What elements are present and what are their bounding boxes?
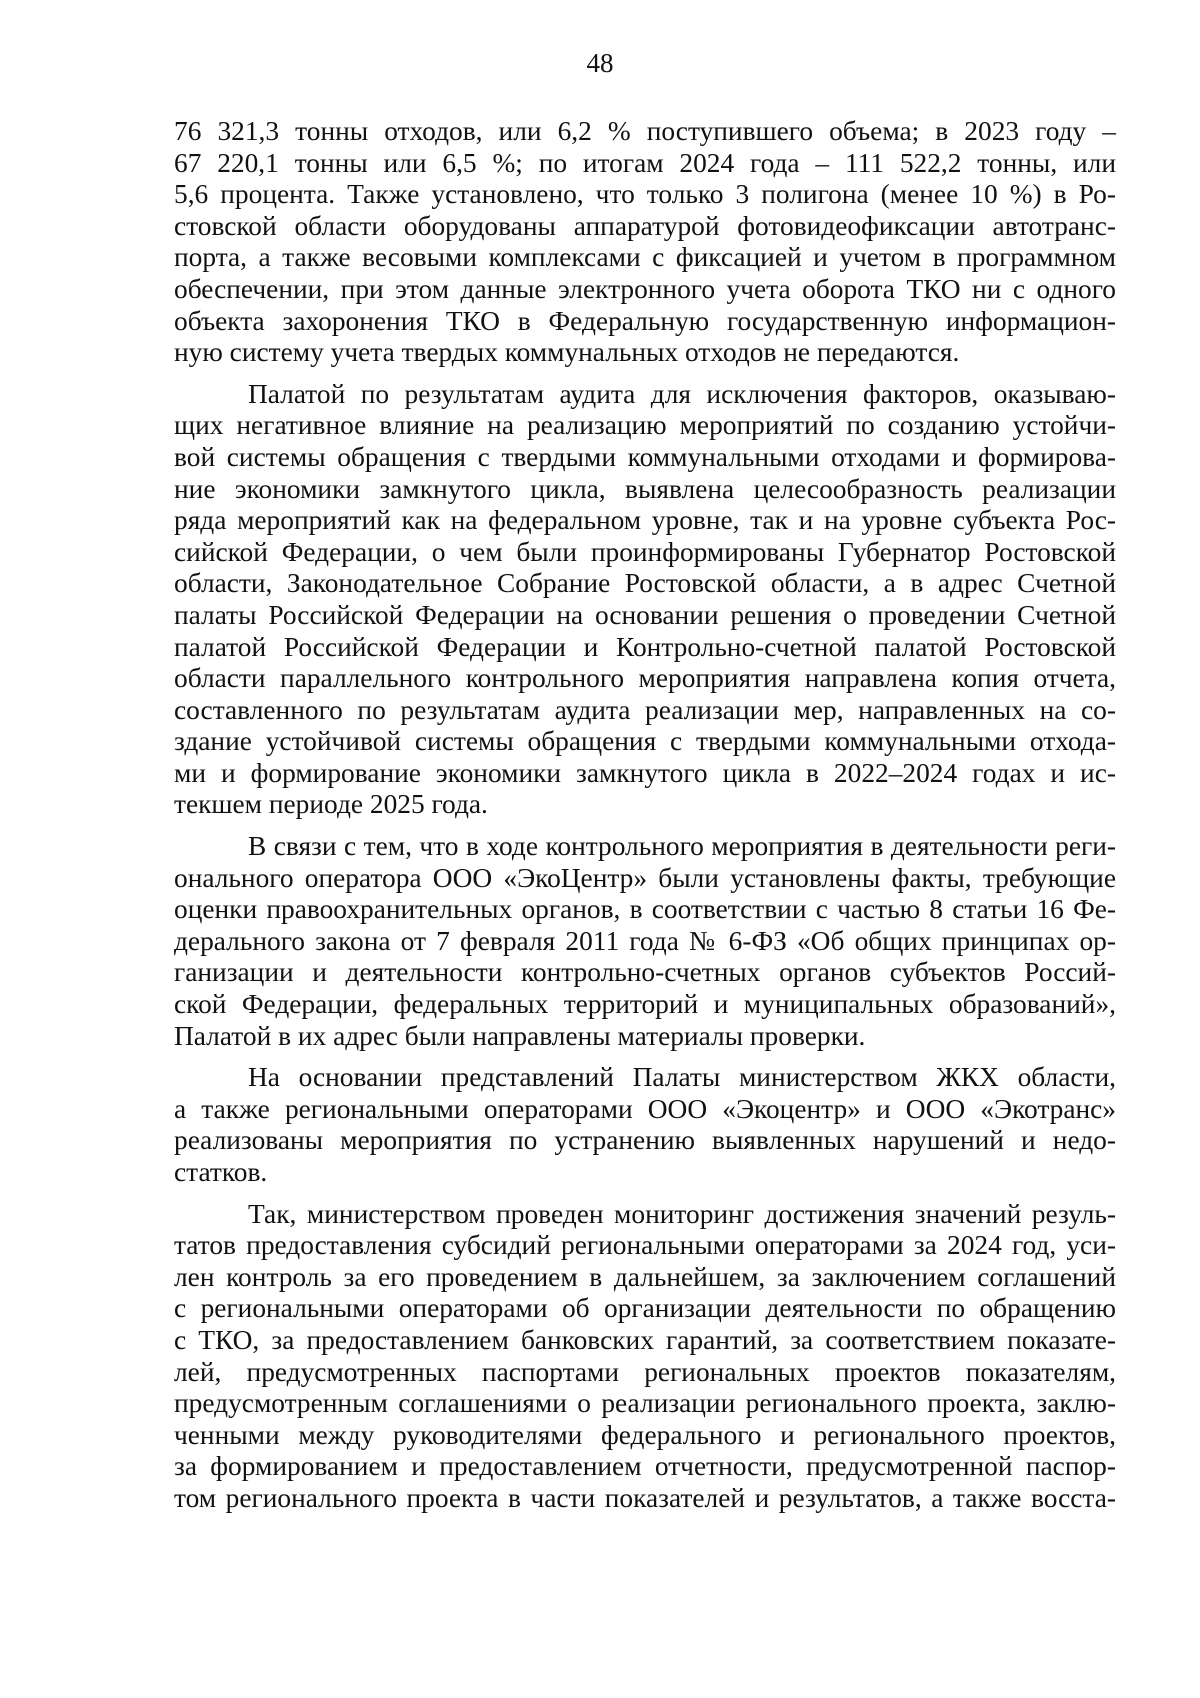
text-line: том регионального проекта в части показателей и результатов, а также восста- bbox=[174, 1482, 1116, 1513]
text-line: Палатой по результатам аудита для исключения факторов, оказываю- bbox=[248, 378, 1116, 409]
text-line: с региональными операторами об организации деятельности по обращению bbox=[174, 1293, 1116, 1324]
paragraph bbox=[174, 116, 1116, 369]
text-line: предусмотренным соглашениями о реализации регионального проекта, заклю- bbox=[174, 1388, 1116, 1419]
document-body bbox=[174, 116, 1116, 1525]
page-number: 48 bbox=[586, 48, 614, 78]
text-line: обеспечении, при этом данные электронного учета оборота ТКО ни с одного bbox=[174, 273, 1116, 304]
text-line: ми и формирование экономики замкнутого цикла в 2022–2024 годах и ис- bbox=[174, 757, 1116, 788]
text-line: палатой Российской Федерации и Контрольно-счетной палатой Ростовской bbox=[174, 631, 1116, 662]
text-line: В связи с тем, что в ходе контрольного мероприятия в деятельности реги- bbox=[248, 831, 1116, 862]
text-line: с ТКО, за предоставлением банковских гарантий, за соответствием показате- bbox=[174, 1324, 1116, 1355]
text-line: текшем периоде 2025 года. bbox=[174, 789, 488, 820]
paragraph bbox=[174, 1199, 1116, 1515]
text-line: порта, а также весовыми комплексами с фиксацией и учетом в программном bbox=[174, 242, 1116, 273]
text-line: 67 220,1 тонны или 6,5 %; по итогам 2024 года – 111 522,2 тонны, или bbox=[174, 147, 1116, 178]
text-line: ченными между руководителями федерального и регионального проектов, bbox=[174, 1419, 1116, 1450]
text-line: Палатой в их адрес были направлены материалы проверки. bbox=[174, 1020, 866, 1051]
text-line: реализованы мероприятия по устранению выявленных нарушений и недо- bbox=[174, 1125, 1116, 1156]
text-line: за формированием и предоставлением отчетности, предусмотренной паспор- bbox=[174, 1451, 1116, 1482]
text-line: здание устойчивой системы обращения с твердыми коммунальными отхода- bbox=[174, 726, 1116, 757]
text-line: На основании представлений Палаты министерством ЖКХ области, bbox=[248, 1062, 1116, 1093]
text-line: щих негативное влияние на реализацию мероприятий по созданию устойчи- bbox=[174, 410, 1116, 441]
text-line: составленного по результатам аудита реализации мер, направленных на со- bbox=[174, 694, 1116, 725]
text-line: оценки правоохранительных органов, в соответствии с частью 8 статьи 16 Фе- bbox=[174, 894, 1116, 925]
text-line: области параллельного контрольного мероприятия направлена копия отчета, bbox=[174, 663, 1116, 694]
text-line: ную систему учета твердых коммунальных отходов не передаются. bbox=[174, 337, 960, 368]
text-line: статков. bbox=[174, 1157, 268, 1187]
paragraph bbox=[174, 831, 1116, 1052]
text-line: ряда мероприятий как на федеральном уровне, так и на уровне субъекта Рос- bbox=[174, 505, 1116, 536]
text-line: лей, предусмотренных паспортами региональных проектов показателям, bbox=[174, 1356, 1116, 1387]
text-line: Так, министерством проведен мониторинг достижения значений резуль- bbox=[248, 1198, 1116, 1229]
text-line: лен контроль за его проведением в дальнейшем, за заключением соглашений bbox=[174, 1261, 1116, 1292]
text-line: стовской области оборудованы аппаратурой фотовидеофиксации автотранс- bbox=[174, 210, 1116, 241]
text-line: ние экономики замкнутого цикла, выявлена целесообразность реализации bbox=[174, 473, 1116, 504]
paragraph bbox=[174, 379, 1116, 821]
paragraph bbox=[174, 1062, 1116, 1188]
text-line: ской Федерации, федеральных территорий и муниципальных образований», bbox=[174, 989, 1116, 1020]
text-line: сийской Федерации, о чем были проинформированы Губернатор Ростовской bbox=[174, 536, 1116, 567]
text-line: а также региональными операторами ООО «Экоцентр» и ООО «Экотранс» bbox=[174, 1093, 1116, 1124]
text-line: 76 321,3 тонны отходов, или 6,2 % поступившего объема; в 2023 году – bbox=[174, 116, 1116, 146]
text-line: 5,6 процента. Также установлено, что только 3 полигона (менее 10 %) в Ро- bbox=[174, 179, 1116, 210]
text-line: области, Законодательное Собрание Ростовской области, а в адрес Счетной bbox=[174, 568, 1116, 599]
text-line: татов предоставления субсидий региональными операторами за 2024 год, уси- bbox=[174, 1230, 1116, 1261]
text-line: онального оператора ООО «ЭкоЦентр» были установлены факты, требующие bbox=[174, 862, 1116, 893]
text-line: вой системы обращения с твердыми коммунальными отходами и формирова- bbox=[174, 441, 1116, 472]
text-line: дерального закона от 7 февраля 2011 года № 6-ФЗ «Об общих принципах ор- bbox=[174, 925, 1116, 956]
text-line: объекта захоронения ТКО в Федеральную государственную информацион- bbox=[174, 305, 1116, 336]
text-line: ганизации и деятельности контрольно-счетных органов субъектов Россий- bbox=[174, 957, 1116, 988]
text-line: палаты Российской Федерации на основании решения о проведении Счетной bbox=[174, 599, 1116, 630]
